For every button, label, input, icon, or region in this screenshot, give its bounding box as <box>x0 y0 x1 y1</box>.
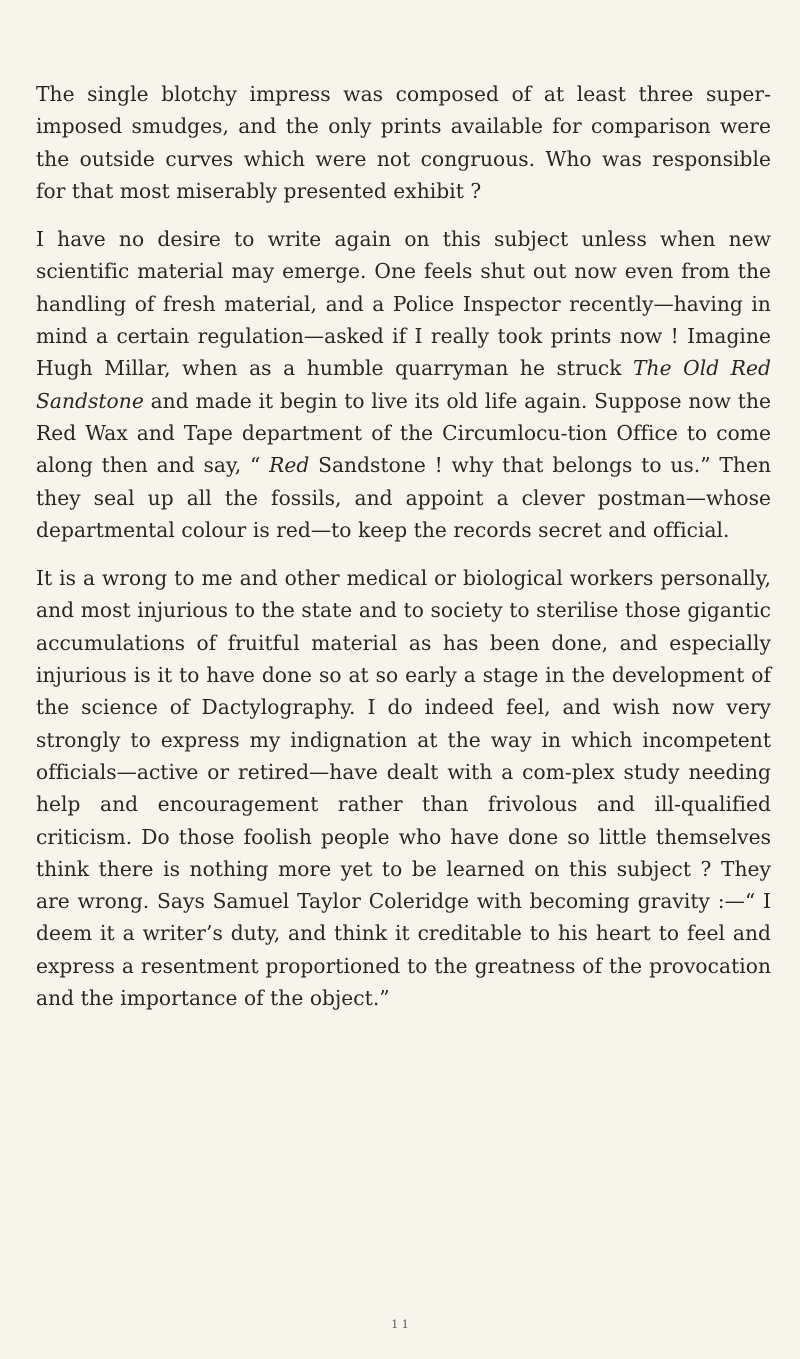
red-emphasis: Red <box>269 453 310 478</box>
paragraph-2 <box>36 223 771 546</box>
page-number: 1 1 <box>391 1318 409 1331</box>
document-body <box>36 78 771 1014</box>
book-title: The Old Red Sandstone <box>36 356 772 413</box>
paragraph-2-text-b: and made it begin to live its old life again. Suppose now the Red Wax and Tape department of the Circumlocu-tion Office to come along then and say, “ <box>36 388 771 478</box>
paragraph-2-text-c: Sandstone ! why that belongs to us.” Then they seal up all the fossils, and appoint a clever postman—whose departmental colour is red—to keep the records secret and official. <box>36 453 772 542</box>
paragraph-3: It is a wrong to me and other medical or biological workers personally, and most injurious to the state and to society to sterilise those gigantic accumulations of fruitful material as has been done, and especially injurious is it to have done so at so early a stage in the development of the science of Dactylography. I do indeed feel, and wish now very strongly to express my indignation at the way in which incompetent officials—active or retired—have dealt with a com-plex study needing help and encouragement rather than frivolous and ill-qualified criticism. Do those foolish people who have done so little themselves think there is nothing more yet to be learned on this subject ? They are wrong. Says Samuel Taylor Coleridge with becoming gravity :—“ I deem it a writer’s duty, and think it creditable to his heart to feel and express a resentment proportioned to the greatness of the provocation and the importance of the object.” <box>36 566 771 1011</box>
paragraph-2-text-a: I have no desire to write again on this subject unless when new scientific material may emerge. One feels shut out now even from the handling of fresh material, and a Police Inspector recently—having in mind a certain regulation—asked if I really took prints now ! Imagine Hugh Millar, when as a humble quarryman he struck <box>36 227 771 381</box>
paragraph-1: The single blotchy impress was composed of at least three super-imposed smudges, and the only prints available for comparison were the outside curves which were not congruous. Who was responsible for that most miserably presented exhibit ? <box>36 82 771 203</box>
